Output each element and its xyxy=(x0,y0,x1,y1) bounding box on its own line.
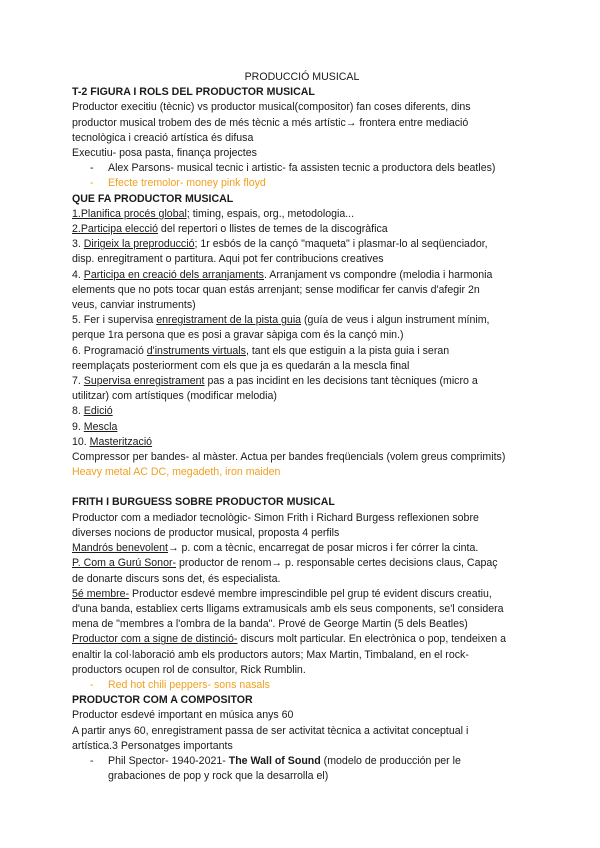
paragraph-line: elements que no pots tocar quan estás arrenjant; sense modificar fer canvis d'afegir 2n xyxy=(72,283,480,296)
item-text: discurs molt particular. En electrònica o pop, tendeixen a xyxy=(237,633,506,646)
bold-term: The Wall of Sound xyxy=(228,754,321,767)
item-text: pas a pas incidint en les decisions tant tècniques (micro a xyxy=(204,375,478,388)
list-item-5 xyxy=(72,313,532,328)
paragraph-line: Compressor per bandes- al màster. Actua per bandes freqüencials (volem greus comprimits) xyxy=(72,451,506,464)
underlined-term: 2.Participa elecció xyxy=(72,223,158,236)
bullet-dash: - xyxy=(90,754,94,767)
item-text: (guía de veus i algun instrument mínim, xyxy=(301,314,490,327)
paragraph-line: diverses nocions de productor musical, proposta 4 perfils xyxy=(72,526,340,539)
item-text: productor de renom→ p. responsable certes decisions claus, Capaç xyxy=(176,557,498,570)
profile-guru xyxy=(72,556,532,571)
underlined-term: P. Com a Gurú Sonor- xyxy=(72,557,177,570)
item-text: timing, espais, org., metodologia... xyxy=(189,207,355,220)
item-text: del repertori o llistes de temes de la discogràfica xyxy=(157,223,388,236)
bullet-item-highlight xyxy=(72,176,532,191)
underlined-term: Supervisa enregistrament xyxy=(83,375,205,388)
paragraph-line: perque 1ra persona que es posi a gravar sàpiga com és la cançó min.) xyxy=(72,329,404,342)
profile-membre xyxy=(72,587,532,602)
paragraph-line: A partir anys 60, enregistrament passa de ser activitat tècnica a activitat conceptual i xyxy=(72,724,469,737)
bullet-text: Efecte tremolor- money pink floyd xyxy=(108,177,266,190)
spacer xyxy=(72,480,532,495)
underlined-term: 5é membre- xyxy=(72,587,130,600)
item-number: 7. xyxy=(72,375,84,388)
paragraph-line: productors ocupen rol de consultor, Rick Rumblin. xyxy=(72,663,306,676)
paragraph-line: veus, canviar instruments) xyxy=(72,299,196,312)
underlined-term: Dirigeix la preproducció xyxy=(83,238,195,251)
item-number: 6. Programació xyxy=(72,344,147,357)
item-text: Productor esdevé membre imprescindible pel grup té evident discurs creatiu, xyxy=(129,587,492,600)
list-item-4 xyxy=(72,268,532,283)
bullet-continuation: grabaciones de pop y rock que la desarrolla el) xyxy=(108,770,329,783)
bullet-item xyxy=(72,161,532,176)
item-number: 9. xyxy=(72,420,84,433)
paragraph-line: reemplaçats posteriorment com els que ja es quedarán a la mescla final xyxy=(72,359,410,372)
bullet-text: Phil Spector- 1940-2021- xyxy=(108,754,229,767)
item-number: 5. Fer i supervisa xyxy=(72,314,157,327)
list-item-9 xyxy=(72,420,532,435)
bullet-item-highlight xyxy=(72,678,532,693)
profile-distincio xyxy=(72,632,532,647)
underlined-term: 1.Planifica procés global; xyxy=(72,207,190,220)
paragraph-line: enaltir la col·laboració amb els productors autors; Max Martin, Timbaland, en el rock- xyxy=(72,648,469,661)
document-page xyxy=(72,70,532,784)
underlined-term: Edició xyxy=(83,405,113,418)
bullet-dash: - xyxy=(90,678,94,691)
paragraph-line: Productor com a mediador tecnològic- Simon Frith i Richard Burgess reflexionen sobre xyxy=(72,511,479,524)
section-heading-figura-rols: T-2 FIGURA I ROLS DEL PRODUCTOR MUSICAL xyxy=(72,86,315,99)
highlight-note: Heavy metal AC DC, megadeth, iron maiden xyxy=(72,466,281,479)
section-heading-compositor: PRODUCTOR COM A COMPOSITOR xyxy=(72,694,253,707)
item-number: 8. xyxy=(72,405,84,418)
paragraph-line: de donarte discurs sons det, és especialista. xyxy=(72,572,281,585)
profile-mandros xyxy=(72,541,532,556)
paragraph-line: d'una banda, establiex certs lligams extramusicals amb els seus components, se'l considera xyxy=(72,602,504,615)
item-text: , tant els que estiguin a la pista guia i seran xyxy=(245,344,450,357)
item-number: 4. xyxy=(72,268,84,281)
bullet-dash: - xyxy=(90,177,94,190)
paragraph-line: utilitzar) com artístiques (modificar melodia) xyxy=(72,390,277,403)
item-text: ; 1r esbós de la cançó "maqueta" i plasmar-lo al seqüenciador, xyxy=(194,238,488,251)
list-item-10 xyxy=(72,435,532,450)
underlined-term: Participa en creació dels arranjaments xyxy=(83,268,264,281)
paragraph-line: Productor execitiu (tècnic) vs productor musical(compositor) fan coses diferents, dins xyxy=(72,101,471,114)
item-text: . Arranjament vs compondre (melodia i harmonia xyxy=(263,268,493,281)
paragraph-line: artística.3 Personatges importants xyxy=(72,739,233,752)
list-item-1 xyxy=(72,207,532,222)
list-item-8 xyxy=(72,404,532,419)
underlined-term: d'instruments virtuals xyxy=(146,344,246,357)
bullet-text: Alex Parsons- musical tecnic i artistic- fa assisten tecnic a productora dels beatles) xyxy=(108,162,496,175)
bullet-text: Red hot chili peppers- sons nasals xyxy=(108,678,270,691)
item-number: 10. xyxy=(72,435,90,448)
underlined-term: enregistrament de la pista guia xyxy=(156,314,302,327)
paragraph-line: disp. enregitrament o partitura. Aqui pot fer contribucions creatives xyxy=(72,253,384,266)
section-heading-que-fa: QUE FA PRODUCTOR MUSICAL xyxy=(72,192,234,205)
paragraph-line: Productor esdevé important en música anys 60 xyxy=(72,709,294,722)
paragraph-line: mena de "membres a l'ombra de la banda". Prové de George Martin (5 dels Beatles) xyxy=(72,618,468,631)
list-item-7 xyxy=(72,374,532,389)
item-text: → p. com a tècnic, encarregat de posar micros i fer córrer la cinta. xyxy=(168,542,479,555)
underlined-term: Mescla xyxy=(83,420,118,433)
bullet-dash: - xyxy=(90,162,94,175)
bullet-item xyxy=(72,754,532,769)
list-item-6 xyxy=(72,344,532,359)
paragraph-line: Executiu- posa pasta, finança projectes xyxy=(72,147,257,160)
paragraph-line: productor musical trobem des de més tècnic a més artístic→ frontera entre mediació xyxy=(72,116,469,129)
underlined-term: Masterització xyxy=(89,435,153,448)
underlined-term: Mandrós benevolent xyxy=(72,542,168,555)
underlined-term: Productor com a signe de distinció- xyxy=(72,633,238,646)
document-title: PRODUCCIÓ MUSICAL xyxy=(244,71,360,83)
list-item-2 xyxy=(72,222,532,237)
paragraph-line: tecnològica i creació artística és difusa xyxy=(72,131,254,144)
section-heading-frith-burguess: FRITH I BURGUESS SOBRE PRODUCTOR MUSICAL xyxy=(72,496,335,509)
item-number: 3. xyxy=(72,238,84,251)
bullet-text: (modelo de producción per le xyxy=(320,754,461,767)
list-item-3 xyxy=(72,237,532,252)
